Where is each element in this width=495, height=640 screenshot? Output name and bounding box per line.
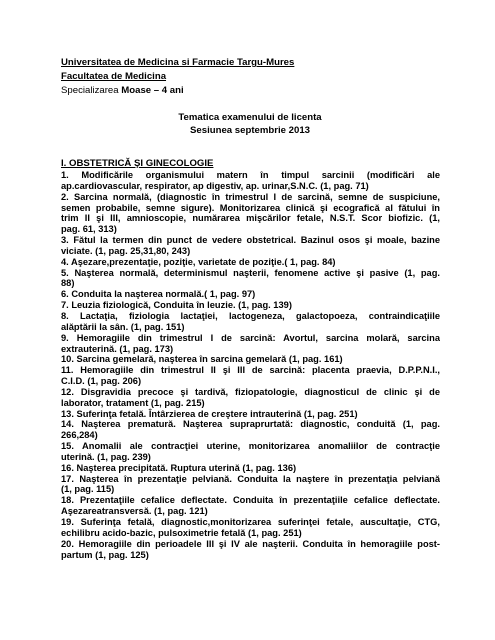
document-header bbox=[61, 56, 441, 98]
topic-line: 4. Aşezare,prezentaţie, poziţie, varietate de poziţie.( 1, pag. 84) bbox=[61, 256, 336, 267]
topic-line: 8. Lactaţia, fiziologia lactaţiei, lactogeneza, galactopoeza, contraindicaţiile bbox=[61, 310, 440, 321]
section-title: I. OBSTETRICĂ ŞI GINECOLOGIE bbox=[61, 158, 214, 169]
topic-line: 5. Naşterea normală, determinismul naşterii, fenomene active şi pasive (1, pag. bbox=[61, 267, 440, 278]
session-title: Sesiunea septembrie 2013 bbox=[190, 125, 310, 136]
topic-line: laborator, tratament (1, pag. 215) bbox=[61, 397, 205, 408]
topic-line: 266,284) bbox=[61, 430, 98, 441]
topic-line: alăptării la sân. (1, pag. 151) bbox=[61, 321, 185, 332]
topic-line: 18. Prezentaţiile cefalice deflectate. Conduita în prezentaţiile cefalice deflectate. bbox=[61, 495, 440, 506]
specialization-name: Moase – 4 ani bbox=[121, 85, 184, 96]
topic-line: 6. Conduita la naşterea normală.( 1, pag. 97) bbox=[61, 289, 256, 300]
specialization-prefix: Specializarea bbox=[61, 85, 122, 96]
topic-line: 11. Hemoragiile din trimestrul II şi III de sarcină: placenta praevia, D.P.P.N.I., bbox=[61, 365, 440, 376]
topic-line: 9. Hemoragiile din trimestrul I de sarcină: Avortul, sarcina molară, sarcina bbox=[61, 332, 440, 343]
topic-line: 1. Modificările organismului matern în timpul sarcinii (modificări ale bbox=[61, 170, 440, 180]
topic-line: pag. 61, 313) bbox=[61, 224, 117, 235]
topic-line: 10. Sarcina gemelară, naşterea în sarcina gemelară (1, pag. 161) bbox=[61, 354, 343, 365]
topic-line: 14. Naşterea prematură. Naşterea supraprurtată: diagnostic, conduită (1, pag. bbox=[61, 419, 440, 430]
topic-line: echilibru acido-bazic, pulsoximetrie fetală (1, pag. 251) bbox=[61, 527, 302, 538]
topic-line: 3. Fătul la termen din punct de vedere obstetrical. Bazinul osos şi moale, bazine bbox=[61, 235, 440, 246]
topic-line: 2. Sarcina normală, (diagnostic în trimestrul I de sarcină, semne de suspiciune, bbox=[61, 191, 440, 202]
topic-line: 17. Naşterea în prezentaţie pelviană. Conduita la naştere în prezentaţia pelviană bbox=[61, 473, 440, 484]
topic-line: 88) bbox=[61, 278, 75, 289]
topic-line: 7. Leuzia fiziologică, Conduita în leuzie. (1, pag. 139) bbox=[61, 300, 292, 311]
faculty-name: Facultatea de Medicina bbox=[61, 71, 167, 82]
document-title: Tematica examenului de licenta bbox=[178, 112, 322, 123]
specialization bbox=[61, 84, 441, 98]
topic-line: semen probabile, semne sigure). Monitorizarea clinică şi ecografică al fătului în bbox=[61, 202, 440, 213]
topic-line: 13. Suferinţa fetală. Întârzierea de creştere intrauterină (1, pag. 251) bbox=[61, 408, 358, 419]
topic-line: 16. Naşterea precipitată. Ruptura uterină (1, pag. 136) bbox=[61, 462, 297, 473]
university-name: Universitatea de Medicina si Farmacie Targu-Mures bbox=[61, 57, 295, 68]
topic-line: 19. Suferinţa fetală, diagnostic,monitorizarea suferinţei fetale, auscultaţie, CTG, bbox=[61, 517, 440, 527]
topic-line: (1, pag. 115) bbox=[61, 484, 115, 495]
topic-list bbox=[61, 170, 440, 560]
topic-line: extrauterină. (1, pag. 173) bbox=[61, 343, 174, 354]
topic-line: uterină. (1, pag. 239) bbox=[61, 451, 151, 462]
topic-line: Aşezareatransversă. (1, pag. 121) bbox=[61, 506, 208, 517]
topic-line: C.I.D. (1, pag. 206) bbox=[61, 376, 142, 387]
topic-line: ap.cardiovascular, respirator, ap digestiv, ap. urinar,S.N.C. (1, pag. 71) bbox=[61, 180, 369, 191]
topic-line: 15. Anomalii ale contracţiei uterine, monitorizarea anomaliilor de contracţie bbox=[61, 441, 440, 452]
document-titles bbox=[61, 111, 439, 137]
topic-line: viciate. (1, pag. 25,31,80, 243) bbox=[61, 245, 191, 256]
topic-line: partum (1, pag. 125) bbox=[61, 549, 149, 560]
topic-line: 20. Hemoragiile din perioadele III şi IV ale naşterii. Conduita în hemoragiile post- bbox=[61, 538, 440, 549]
topic-line: 12. Disgravidia precoce şi tardivă, fiziopatologie, diagnosticul de clinic şi de bbox=[61, 386, 440, 397]
topic-line: trim II şi III, amnioscopie, numărarea mişcărilor fetale, N.S.T. Scor biofizic. (1, bbox=[61, 213, 440, 224]
